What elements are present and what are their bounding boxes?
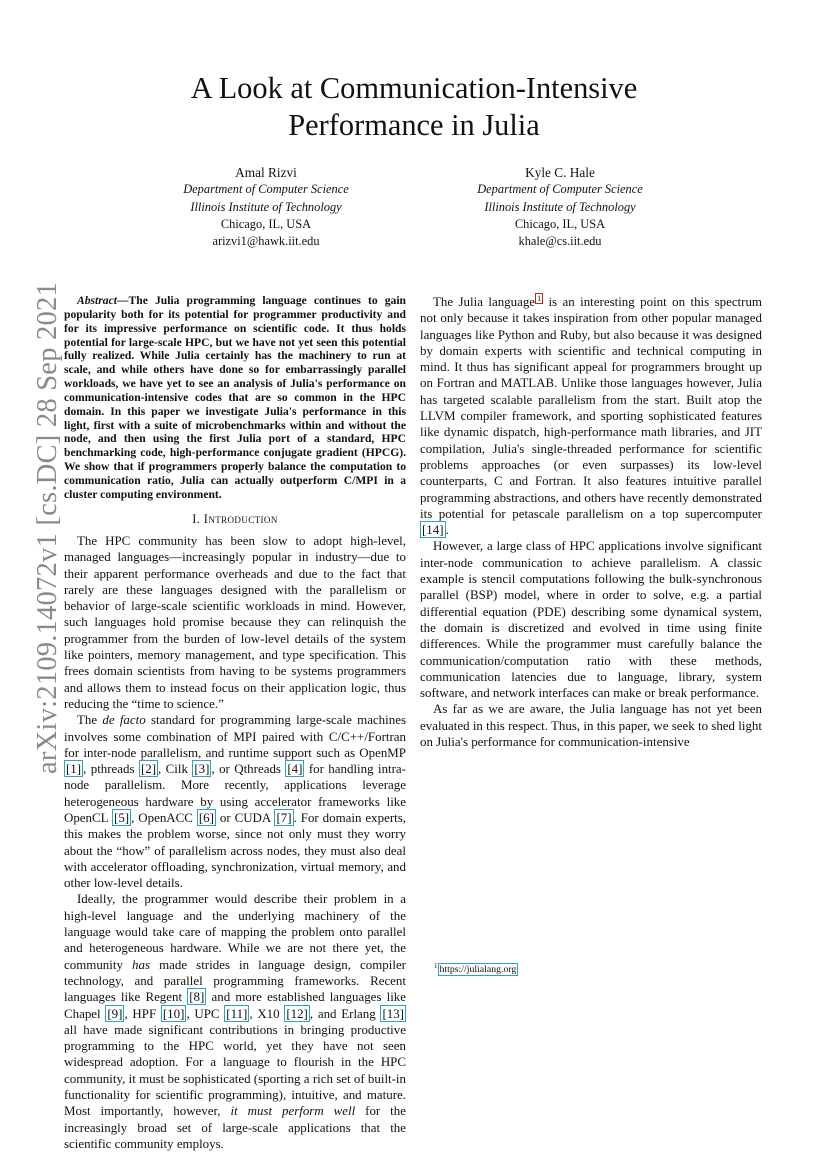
citation-link[interactable]: [1] (66, 761, 82, 777)
right-column (420, 294, 762, 750)
author-location: Chicago, IL, USA (220, 216, 312, 231)
intro-paragraph-4: The Julia language $^1$ is an interesting point on this spectrum not only because it takes inspiration from other popular managed languages like Python and Ruby, but also because it was designed by domain experts with scientific and technical computing in mind. It thus has significant appeal for programmers brought up on Fortran and MATLAB. Unlike those languages however, Julia has targeted scalable parallelism from the start. Built atop the LLVM compiler framework, and sporting sophisticated features like dynamic dispatch, high-performance math libraries, and JIT compilation, Julia's single-threaded performance for scientific problems approaches (or even surpasses) its low-level counterparts, C and Fortran. It also features intuitive parallel programming abstractions, and others have recently demonstrated its potential for petascale parallelism on a top supercomputer [14] . (420, 293, 762, 538)
citation-link[interactable]: [14] (422, 522, 444, 538)
author-name: Kyle C. Hale (525, 165, 595, 180)
intro-paragraph-5: However, a large class of HPC applications involve significant inter-node communication to achieve parallelism. A classic example is stencil computations following the bulk-synchronous parallel (BSP) model, where in order to solve, e.g. a partial differential equation (PDE) describing some dynamical system, the domain is discretized and evolved in time using finite differences. While the programmer must carefully balance the communication/computation ratio with these methods, communication latencies due to language, library, system software, and network interfaces can make or break performance. (420, 538, 762, 701)
citation-link[interactable]: [7] (276, 810, 292, 825)
abstract (64, 294, 406, 502)
citation-link[interactable]: [5] (114, 810, 130, 825)
citation-link[interactable]: [13] (382, 1005, 404, 1021)
paper-title (0, 70, 828, 144)
author-email: khale@cs.iit.edu (518, 234, 602, 249)
author-block-2 (430, 164, 690, 250)
footnote-mark: 1 (434, 962, 438, 970)
left-column (64, 294, 406, 1152)
author-department: Department of Computer Science (477, 182, 643, 197)
citation-link[interactable]: [11] (226, 1005, 248, 1021)
intro-paragraph-3: Ideally, the programmer would describe their problem in a high-level language and the underlying machinery of the language would take care of mapping the problem onto parallel and heterogeneous hardware. While we are not there yet, the community has made strides in language design, compiler technology, and parallel programming frameworks. Recent languages like Regent [8] and more established languages like Chapel [9] , HPF [10] , UPC [11] , X10 [12] , and Erlang [13] all have made significant contributions in bringing productive programming to the HPC world, yet they have not seen widespread adoption. For a language to flourish in the HPC community, it must be sophisticated (sporting a rich set of built-in functionality for scientific programming), intuitive, and mature. Most importantly, however, it must perform well for the increasingly broad set of large-scale applications that the scientific community employs. (64, 891, 406, 1151)
section-heading (64, 511, 406, 527)
citation-link[interactable]: [9] (107, 1005, 123, 1021)
title-line-1: A Look at Communication-Intensive (190, 71, 638, 105)
author-institution: Illinois Institute of Technology (484, 199, 636, 214)
abstract-lead: Abstract (77, 294, 117, 307)
author-block-1 (136, 164, 396, 250)
author-location: Chicago, IL, USA (514, 216, 606, 231)
arxiv-identifier: arXiv:2109.14072v1 [cs.DC] 28 Sep 2021 (32, 281, 63, 775)
citation-link[interactable]: [2] (140, 761, 157, 777)
intro-paragraph-6: As far as we are aware, the Julia language has not yet been evaluated in this respect. Thus, in this paper, we seek to shed light on Julia's performance for communication-intensive (420, 701, 762, 750)
citation-link[interactable]: [8] (189, 989, 205, 1005)
author-department: Department of Computer Science (183, 182, 349, 197)
section-number: I. (192, 511, 201, 526)
author-institution: Illinois Institute of Technology (190, 199, 342, 214)
footnote-link[interactable]: 1 (537, 293, 542, 303)
citation-link[interactable]: [12] (286, 1005, 308, 1021)
footnote (434, 960, 518, 976)
citation-link[interactable]: [3] (194, 761, 210, 777)
author-name: Amal Rizvi (235, 165, 297, 180)
citation-link[interactable]: [6] (198, 810, 214, 825)
title-line-2: Performance in Julia (288, 108, 540, 142)
section-title: Introduction (203, 511, 278, 526)
abstract-body: —The Julia programming language continues to gain popularity both for its potential for programmer productivity and for its impressive performance on scientific code. It thus holds potential for large-scale HPC, but we have not yet seen this potential fully realized. While Julia certainly has the machinery to run at scale, and while others have done so for embarrassingly parallel workloads, we have yet to see an analysis of Julia's performance on communication-intensive codes that are so common in the HPC domain. In this paper we investigate Julia's performance in this light, first with a suite of microbenchmarks within and without the node, and then using the first Julia port of a standard, HPC benchmarking code, high-performance conjugate gradient (HPCG). We show that if programmers properly balance the computation to communication ratio, Julia can actually outperform C/MPI in a cluster computing environment. (64, 294, 406, 501)
citation-link[interactable]: [10] (162, 1005, 185, 1021)
intro-paragraph-2: The de facto standard for programming large-scale machines involves some combination of MPI paired with C/C++/Fortran for inter-node parallelism, and runtime support such as OpenMP [1] , pthreads [2] , Cilk [3] , or Qthreads [4] for handling intra-node parallelism. More recently, applications leverage heterogeneous hardware by using accelerator frameworks like OpenCL [5] , OpenACC [6] or CUDA [7] . For domain experts, this makes the problem worse, since not only must they worry about the “how” of parallelism across nodes, they must also deal with accelerator offloading, synchronization, virtual memory, and other low-level details. (64, 712, 406, 891)
author-email: arizvi1@hawk.iit.edu (212, 234, 320, 249)
citation-link[interactable]: [4] (287, 761, 303, 777)
footnote-url-link[interactable]: https://julialang.org (439, 964, 517, 976)
intro-paragraph-1: The HPC community has been slow to adopt high-level, managed languages—increasingly popular in industry—due to their apparent performance overheads and due to the fact that rarely are these languages designed with the parallelism or behavior of large-scale scientific workloads in mind. However, such languages hold promise because they can relinquish the programmer from the burden of low-level details of the system like pointers, memory management, and type specification. This frees domain scientists from having to be systems programmers and allows them to instead focus on their application logic, thus reducing the “time to science.” (64, 532, 406, 711)
